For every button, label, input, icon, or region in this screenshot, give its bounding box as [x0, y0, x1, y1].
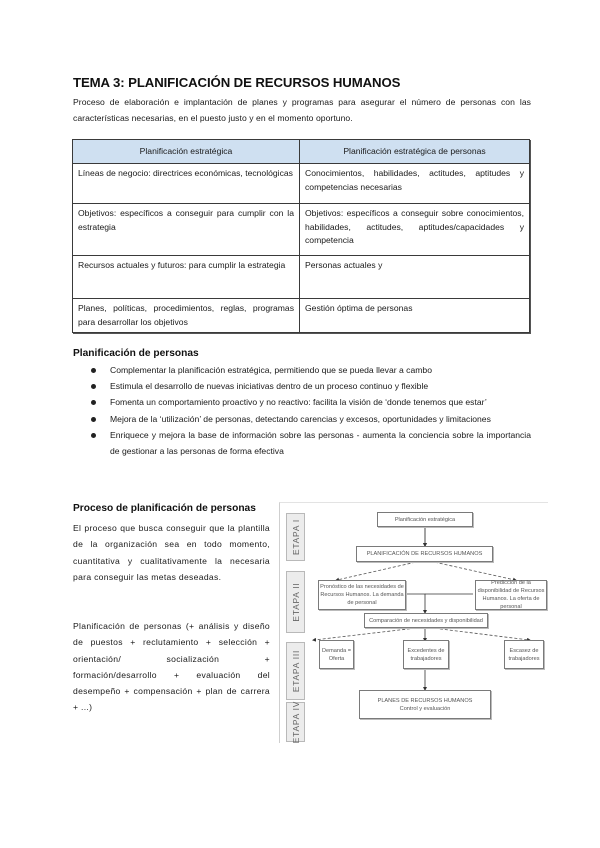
- list-item: [88, 362, 531, 378]
- stage-text: ETAPA I: [290, 518, 301, 556]
- table-row: [73, 256, 530, 299]
- table-header: Planificación estratégica de personas: [300, 140, 530, 164]
- table-row: [73, 204, 530, 256]
- box-hr-plans: [359, 690, 491, 719]
- box-shortage: [504, 640, 544, 669]
- table-cell: Planes, políticas, procedimientos, reglas, programas para desarrollar los objetivos: [73, 299, 300, 333]
- list-item-text: Estimula el desarrollo de nuevas iniciativas dentro de un proceso continuo y flexible: [110, 381, 429, 392]
- hr-planning-diagram: [279, 502, 549, 743]
- box-hr-planning: [356, 546, 493, 562]
- process-components-paragraph: Planificación de personas (+ análisis y diseño de puestos + reclutamiento + selección + orientación/ socialización + formación/desarrollo + evaluación del desempeño + compensación + plan de carrera + ...): [73, 621, 270, 713]
- table-header-row: [73, 140, 530, 164]
- box-text: Predicción de la disponibilidad de Recursos Humanos. La oferta de personal: [477, 580, 545, 610]
- box-text: Control y evaluación: [399, 705, 451, 712]
- bullet-icon: [91, 368, 96, 373]
- stage-text: ETAPA IV: [290, 700, 301, 744]
- process-paragraph: El proceso que busca conseguir que la plantilla de la organización sea en todo momento, cuantitativa y cualitativamente la necesaria para conseguir las metas deseadas.: [73, 523, 270, 582]
- box-text: Demanda = Oferta: [321, 647, 352, 662]
- list-item: [88, 427, 531, 459]
- stage-text: ETAPA III: [290, 649, 301, 693]
- box-supply-forecast: [475, 580, 547, 610]
- page-title: TEMA 3: PLANIFICACIÓN DE RECURSOS HUMANOS: [73, 75, 401, 90]
- box-text: Excedentes de trabajadores: [407, 647, 445, 662]
- box-text: Pronóstico de las necesidades de Recursos Humanos. La demanda de personal: [320, 584, 404, 606]
- bullet-icon: [91, 400, 96, 405]
- box-text: PLANES DE RECURSOS HUMANOS: [377, 697, 473, 704]
- table-cell: Objetivos: específicos a conseguir sobre conocimientos, habilidades, actitudes, aptitudes/capacidades y competencia: [300, 204, 530, 256]
- box-surplus: [403, 640, 449, 669]
- box-text: Comparación de necesidades y disponibilidad: [369, 617, 483, 624]
- table-cell: Líneas de negocio: directrices económicas, tecnológicas: [73, 164, 300, 204]
- table-cell: Recursos actuales y futuros: para cumplir la estrategia: [73, 256, 300, 299]
- bullet-icon: [91, 384, 96, 389]
- box-comparison: [364, 613, 488, 628]
- list-item-text: Enriquece y mejora la base de información sobre las personas - aumenta la conciencia sobre la importancia de gestionar a las personas de forma efectiva: [110, 429, 531, 457]
- section-heading-process: Proceso de planificación de personas: [73, 503, 256, 514]
- list-item: [88, 394, 531, 410]
- table-cell: Objetivos: específicos a conseguir para cumplir con la estrategia: [73, 204, 300, 256]
- table-cell: Conocimientos, habilidades, actitudes, aptitudes y competencias necesarias: [300, 164, 530, 204]
- list-item-text: Mejora de la ‘utilización’ de personas, detectando carencias y excesos, oportunidades y limitaciones: [110, 413, 491, 424]
- list-item-text: Fomenta un comportamiento proactivo y no reactivo: facilita la visión de ‘donde tenemos que estar’: [110, 397, 487, 408]
- bullet-icon: [91, 433, 96, 438]
- table-cell: Personas actuales y: [300, 256, 530, 299]
- box-text: Planificación estratégica: [394, 516, 456, 523]
- section-heading-people: Planificación de personas: [73, 348, 199, 359]
- table-header: Planificación estratégica: [73, 140, 300, 164]
- box-strategic-planning: [377, 512, 473, 527]
- box-balance: [319, 640, 354, 669]
- bullet-icon: [91, 417, 96, 422]
- table-cell: Gestión óptima de personas: [300, 299, 530, 333]
- benefits-list: [88, 362, 531, 459]
- comparison-table: [72, 139, 530, 333]
- list-item-text: Complementar la planificación estratégica, permitiendo que se pueda llevar a cambo: [110, 365, 432, 375]
- box-text: PLANIFICACIÓN DE RECURSOS HUMANOS: [366, 551, 483, 557]
- box-text: Escasez de trabajadores: [508, 647, 540, 662]
- box-demand-forecast: [318, 580, 406, 610]
- list-item: [88, 378, 531, 394]
- table-row: [73, 164, 530, 204]
- list-item: [88, 411, 531, 427]
- intro-paragraph: Proceso de elaboración e implantación de planes y programas para asegurar el número de personas con las características necesarias, en el puesto justo y en el momento oportuno.: [73, 97, 531, 123]
- stage-text: ETAPA II: [290, 582, 301, 622]
- table-row: [73, 299, 530, 333]
